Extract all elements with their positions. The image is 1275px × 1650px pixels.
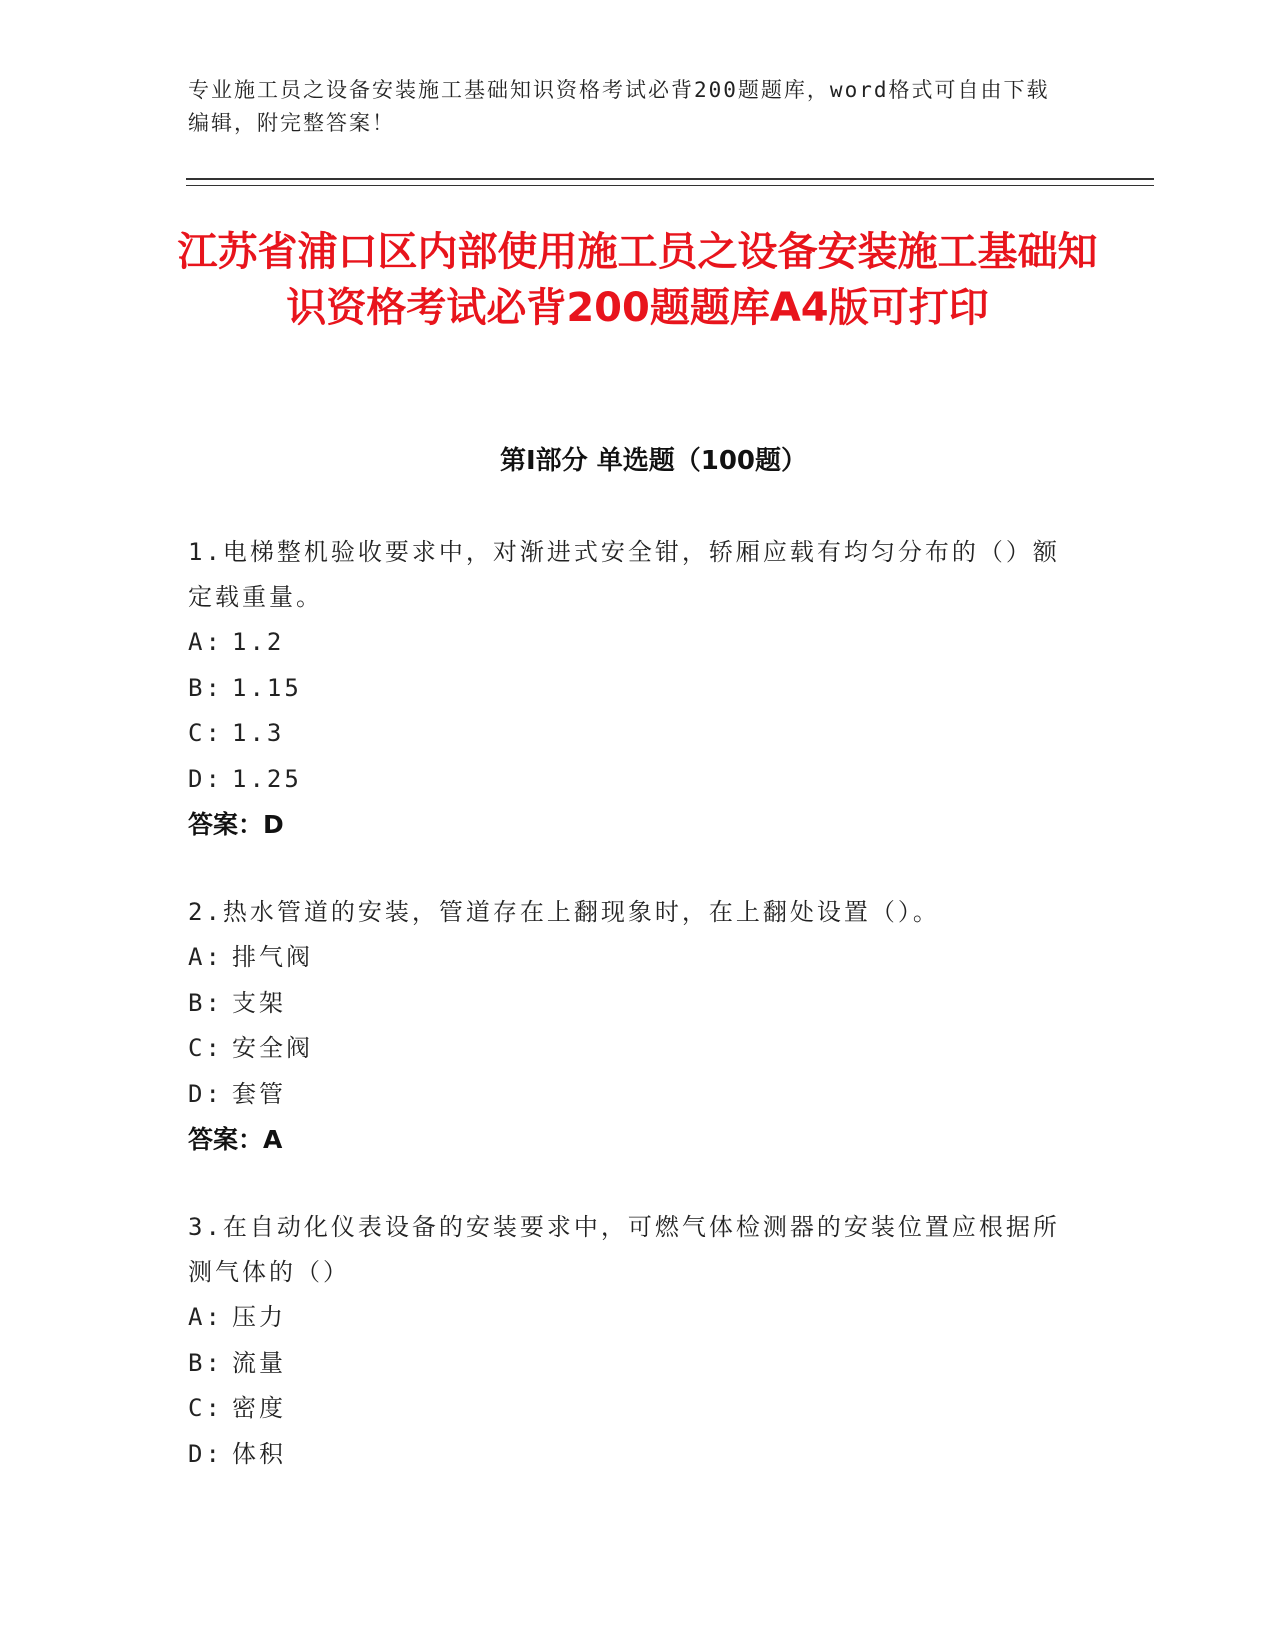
- header-divider-thin: [186, 185, 1154, 186]
- option-letter: A:: [188, 628, 223, 656]
- option-c: [188, 1386, 1068, 1432]
- option-letter: D:: [188, 1439, 223, 1468]
- option-b: [188, 1341, 1068, 1387]
- option-letter: B:: [188, 988, 223, 1017]
- option-text: 流量: [232, 1348, 286, 1377]
- option-d: [188, 1432, 1068, 1478]
- option-text: 1.15: [232, 673, 302, 702]
- question-text: 3.在自动化仪表设备的安装要求中，可燃气体检测器的安装位置应根据所测气体的（）: [188, 1213, 1060, 1286]
- question-text: 1.电梯整机验收要求中，对渐进式安全钳，轿厢应载有均匀分布的（）额定载重量。: [188, 538, 1060, 611]
- document-title: 江苏省浦口区内部使用施工员之设备安装施工基础知识资格考试必背200题题库A4版可打印: [177, 229, 1098, 331]
- option-letter: C:: [188, 1034, 223, 1062]
- option-text: 支架: [232, 988, 286, 1017]
- option-text: 压力: [232, 1303, 286, 1331]
- answer-line: 答案：A: [188, 1125, 283, 1154]
- option-letter: A:: [188, 943, 223, 971]
- option-c: [188, 1026, 1068, 1072]
- option-b: [188, 666, 1068, 712]
- option-text: 1.25: [232, 764, 302, 793]
- option-c: [188, 711, 1068, 757]
- option-letter: B:: [188, 673, 223, 702]
- option-a: [188, 935, 1068, 981]
- option-letter: B:: [188, 1348, 223, 1377]
- option-a: [188, 1295, 1068, 1341]
- option-text: 安全阀: [232, 1034, 313, 1062]
- question-item: [188, 1205, 1068, 1477]
- question-text: 2.热水管道的安装，管道存在上翻现象时，在上翻处设置（）。: [188, 898, 940, 926]
- option-text: 1.3: [232, 719, 285, 747]
- question-item: [188, 530, 1068, 847]
- section-heading: 第Ⅰ部分 单选题（100题）: [500, 446, 807, 476]
- option-d: [188, 757, 1068, 803]
- question-item: [188, 890, 1068, 1162]
- option-letter: D:: [188, 1079, 223, 1108]
- option-letter: A:: [188, 1303, 223, 1331]
- option-text: 套管: [232, 1079, 286, 1108]
- option-letter: D:: [188, 764, 223, 793]
- option-text: 体积: [232, 1439, 286, 1468]
- header-divider-thick: [186, 178, 1154, 180]
- option-text: 1.2: [232, 628, 285, 656]
- answer-line: 答案：D: [188, 810, 284, 839]
- option-text: 排气阀: [232, 943, 313, 971]
- question-list: [188, 530, 1068, 1520]
- header-note: 专业施工员之设备安装施工基础知识资格考试必背200题题库，word格式可自由下载编辑，附完整答案！: [188, 78, 1050, 135]
- option-b: [188, 981, 1068, 1027]
- option-letter: C:: [188, 719, 223, 747]
- option-letter: C:: [188, 1394, 223, 1422]
- option-a: [188, 620, 1068, 666]
- option-d: [188, 1072, 1068, 1118]
- option-text: 密度: [232, 1394, 286, 1422]
